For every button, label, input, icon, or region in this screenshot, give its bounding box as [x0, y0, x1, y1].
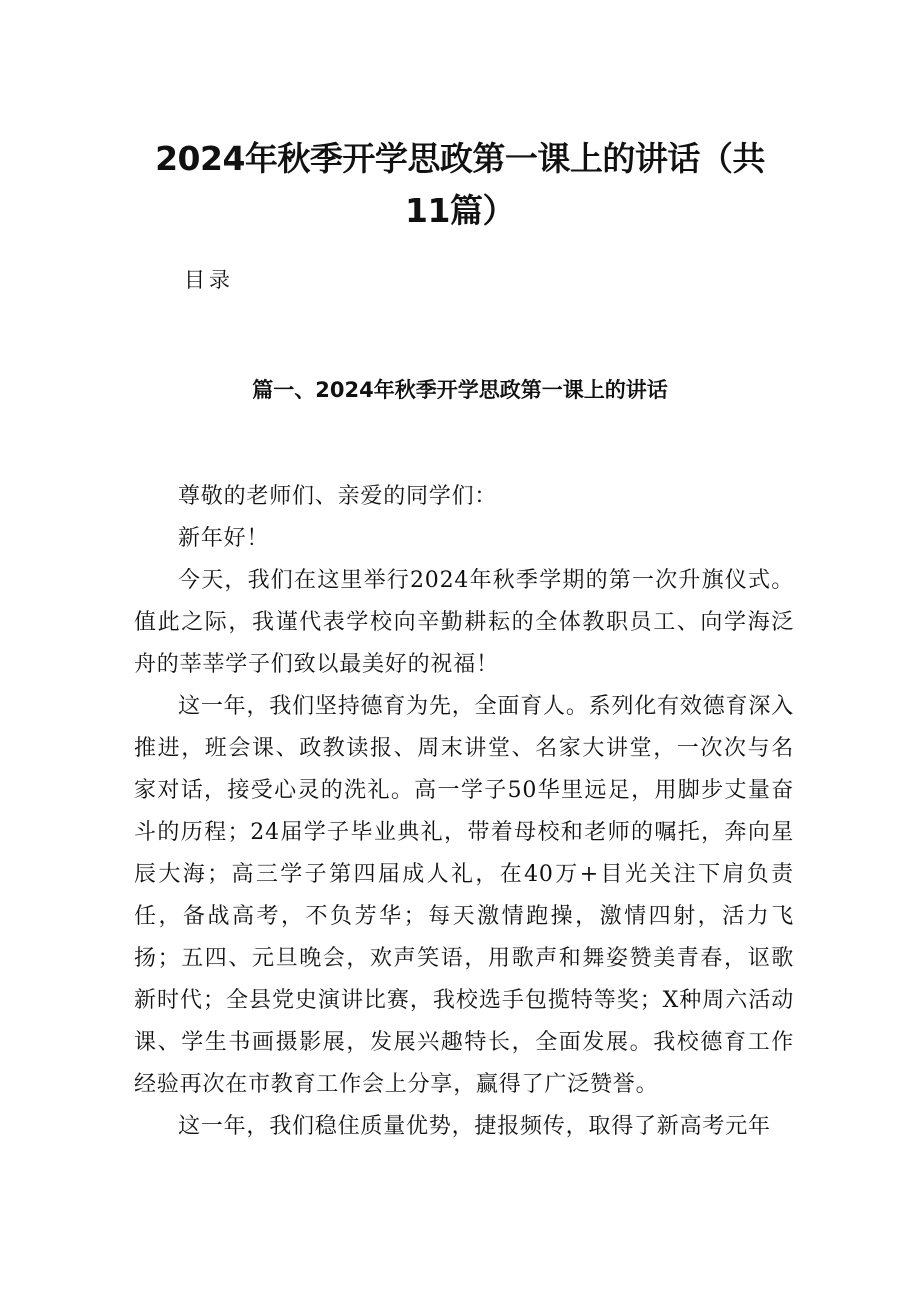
title-line-1: 2024年秋季开学思政第一课上的讲话（共	[155, 139, 765, 178]
salutation-paragraph: 尊敬的老师们、亲爱的同学们：	[178, 484, 498, 509]
body-text	[134, 476, 794, 1148]
title-line-2: 11篇）	[405, 191, 515, 230]
section-heading: 篇一、2024年秋季开学思政第一课上的讲话	[252, 378, 668, 402]
body-paragraph: 这一年，我们坚持德育为先，全面育人。系列化有效德育深入推进，班会课、政教读报、周末讲堂、名家大讲堂，一次次与名家对话，接受心灵的洗礼。高一学子50华里远足，用脚步丈量奋斗的历程；24届学子毕业典礼，带着母校和老师的嘱托，奔向星辰大海；高三学子第四届成人礼，在40万+目光关注下肩负责任，备战高考，不负芳华；每天激情跑操，激情四射，活力飞扬；五四、元旦晚会，欢声笑语，用歌声和舞姿赞美青春，讴歌新时代；全县党史演讲比赛，我校选手包揽特等奖；X种周六活动课、学生书画摄影展，发展兴趣特长，全面发展。我校德育工作经验再次在市教育工作会上分享，赢得了广泛赞誉。	[134, 694, 794, 1097]
greeting-paragraph: 新年好！	[178, 526, 270, 551]
body-paragraph: 这一年，我们稳住质量优势，捷报频传，取得了新高考元年	[178, 1114, 771, 1139]
body-paragraph: 今天，我们在这里举行2024年秋季学期的第一次升旗仪式。值此之际，我谨代表学校向辛勤耕耘的全体教职员工、向学海泛舟的莘莘学子们致以最美好的祝福！	[134, 568, 794, 677]
document-title	[120, 133, 800, 237]
table-of-contents-label: 目录	[184, 268, 234, 292]
